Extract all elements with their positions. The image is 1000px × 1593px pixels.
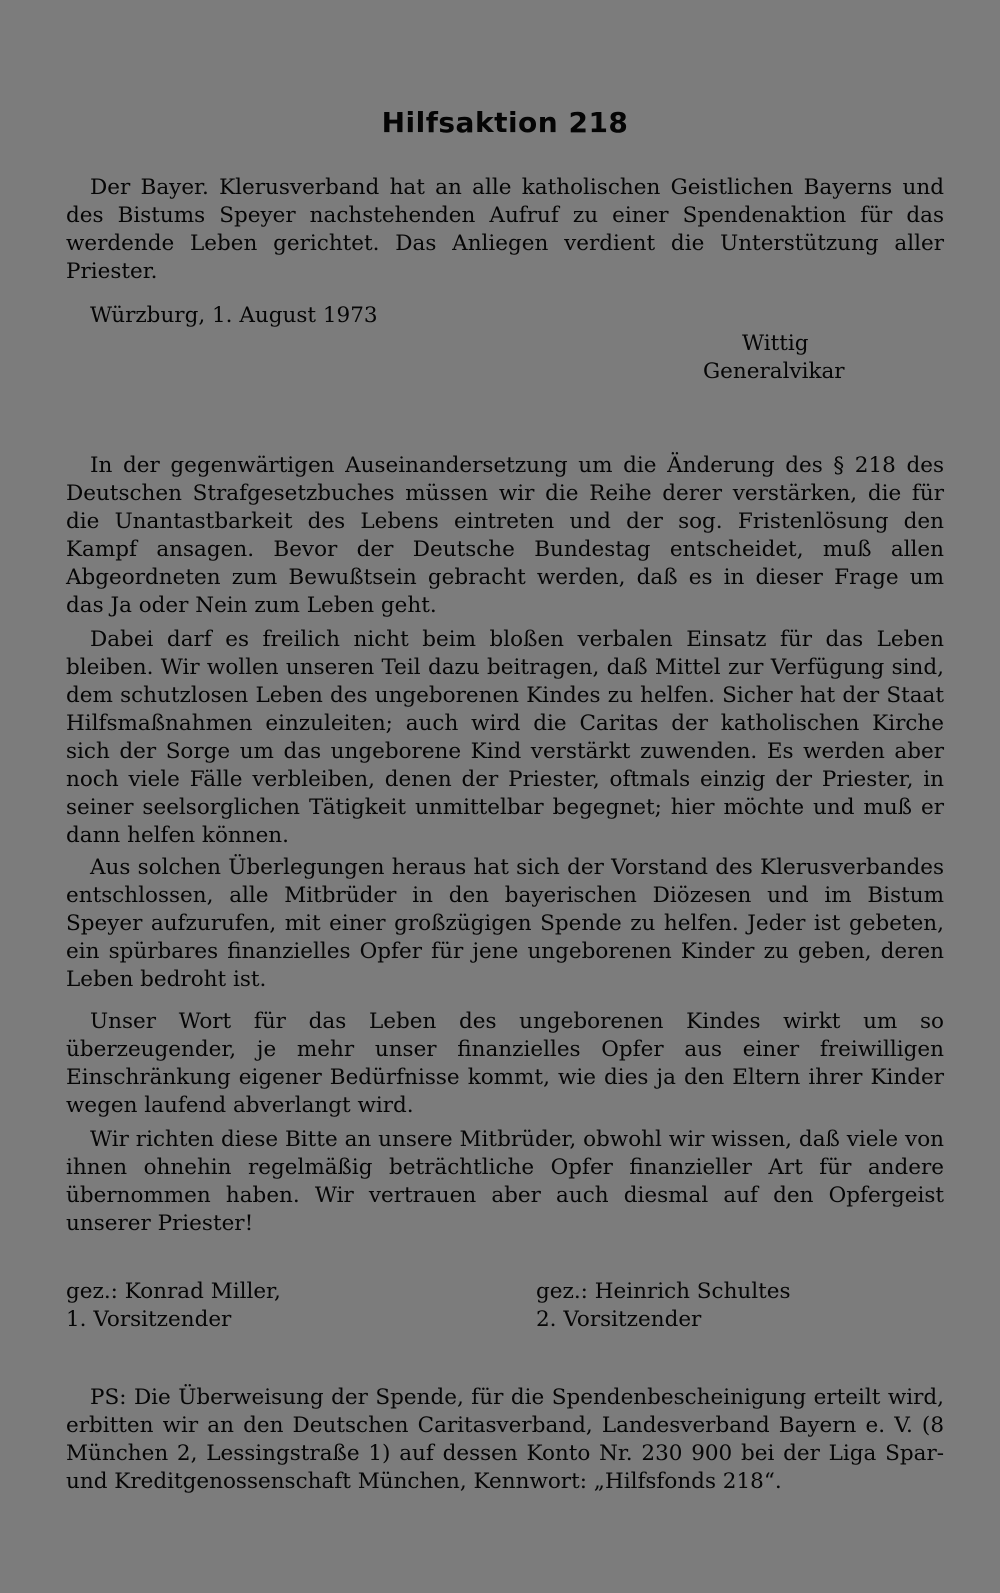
body-paragraph-3: Aus solchen Überlegungen heraus hat sich der Vorstand des Klerusverbandes entschlossen, alle Mitbrüder in den bayerischen Diözesen und im Bistum Speyer aufzurufen, mit einer großzügigen Spende zu helfen. Jeder ist gebeten, ein spürbares finanzielles Opfer für jene ungeborenen Kinder zu geben, deren Leben bedroht ist. xyxy=(66,855,944,992)
signature-right-name: gez.: Heinrich Schultes xyxy=(536,1279,791,1304)
signer-name: Wittig xyxy=(742,331,809,356)
body-paragraph-2: Dabei darf es freilich nicht beim bloßen verbalen Einsatz für das Leben bleiben. Wir wollen unseren Teil dazu beitragen, daß Mittel zur Verfügung sind, dem schutzlosen Leben des ungeborenen Kindes zu helfen. Sicher hat der Staat Hilfsmaßnahmen einzuleiten; auch wird die Caritas der katholischen Kirche sich der Sorge um das ungeborene Kind verstärkt zuwenden. Es werden aber noch viele Fälle verbleiben, denen der Priester, oftmals einzig der Priester, in seiner seelsorglichen Tätigkeit unmittelbar begegnet; hier möchte und muß er dann helfen können. xyxy=(66,627,944,848)
body-paragraph-1: In der gegenwärtigen Auseinandersetzung um die Änderung des § 218 des Deutschen Strafgesetzbuches müssen wir die Reihe derer verstärken, die für die Unantastbarkeit des Lebens eintreten und der sog. Fristenlösung den Kampf ansagen. Bevor der Deutsche Bundestag entscheidet, muß allen Abgeordneten zum Bewußtsein gebracht werden, daß es in dieser Frage um das Ja oder Nein zum Leben geht. xyxy=(66,453,944,618)
body-paragraph-4: Unser Wort für das Leben des ungeborenen Kindes wirkt um so überzeugender, je mehr unser finanzielles Opfer aus einer freiwilligen Einschränkung eigener Bedürfnisse kommt, wie dies ja den Eltern ihrer Kinder wegen laufend abverlangt wird. xyxy=(66,1009,944,1118)
intro-paragraph: Der Bayer. Klerusverband hat an alle katholischen Geistlichen Bayerns und des Bistums Speyer nachstehenden Aufruf zu einer Spendenaktion für das werdende Leben gerichtet. Das Anliegen verdient die Unterstützung aller Priester. xyxy=(66,175,944,284)
signature-right-role: 2. Vorsitzender xyxy=(536,1307,702,1332)
body-paragraph-5: Wir richten diese Bitte an unsere Mitbrüder, obwohl wir wissen, daß viele von ihnen ohnehin regelmäßig beträchtliche Opfer finanzieller Art für andere übernommen haben. Wir vertrauen aber auch diesmal auf den Opfergeist unserer Priester! xyxy=(66,1127,944,1236)
signer-title: Generalvikar xyxy=(703,359,845,384)
signature-left-role: 1. Vorsitzender xyxy=(66,1307,232,1332)
signature-left-name: gez.: Konrad Miller, xyxy=(66,1279,281,1304)
signature-right xyxy=(536,1278,791,1334)
place-date: Würzburg, 1. August 1973 xyxy=(90,303,378,328)
postscript: PS: Die Überweisung der Spende, für die Spendenbescheinigung erteilt wird, erbitten wir an den Deutschen Caritasverband, Landesverband Bayern e. V. (8 München 2, Lessingstraße 1) auf dessen Konto Nr. 230 900 bei der Liga Spar- und Kreditgenossenschaft München, Kennwort: „Hilfsfonds 218“. xyxy=(66,1385,944,1494)
document-title: Hilfsaktion 218 xyxy=(381,106,629,139)
signature-left xyxy=(66,1278,281,1334)
